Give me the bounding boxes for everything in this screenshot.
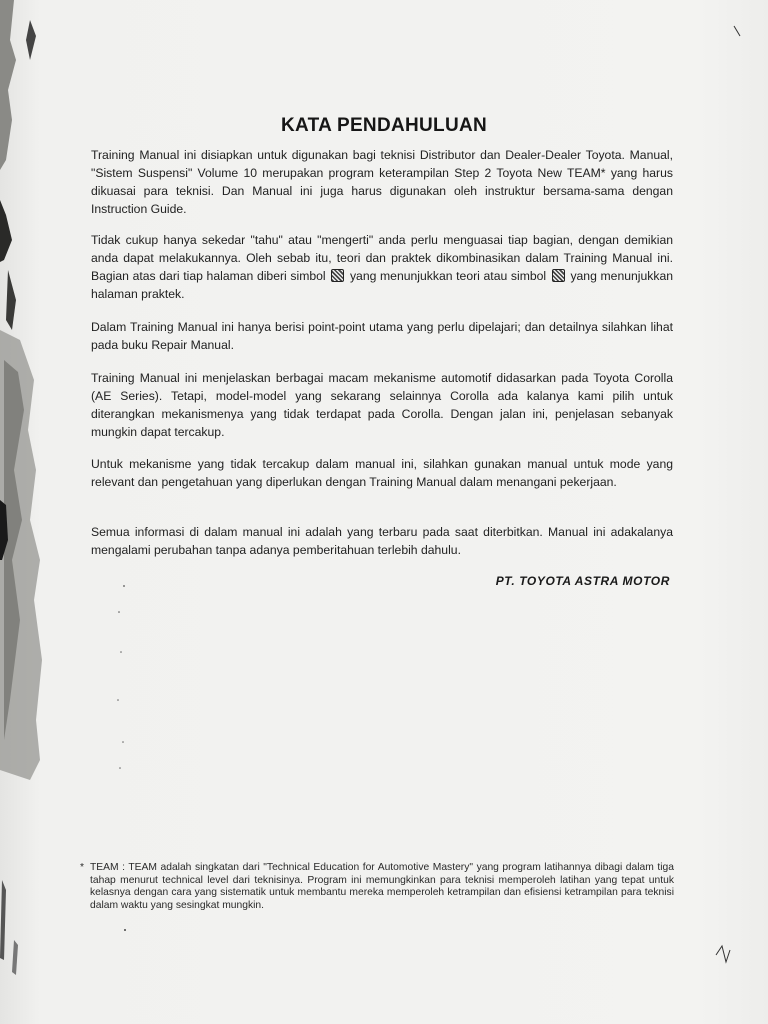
paragraph-5 [91, 455, 673, 491]
footnote [80, 862, 674, 912]
footnote-marker: * [80, 862, 85, 873]
paragraph-2-start: Tidak cukup hanya sekedar "tahu" atau "mengerti" anda perlu menguasai tiap bagian, dengan demikian anda dapat melakukannya. Oleh sebab itu, teori dan praktek dikombinasikan dalam Training Manual ini. Bagian atas dari tiap halaman diberi simbol [91, 233, 673, 283]
signature: PT. TOYOTA ASTRA MOTOR [495, 574, 670, 588]
practice-symbol-icon [552, 269, 565, 282]
paragraph-1 [91, 146, 673, 218]
paragraph-4 [91, 369, 673, 441]
paragraph-2-end: yang menunjukkan halaman praktek. [91, 269, 674, 301]
paragraph-2-mid: yang menunjukkan teori atau simbol [349, 269, 547, 283]
paragraph-3-text: Dalam Training Manual ini hanya berisi point-point utama yang perlu dipelajari; dan detailnya silahkan lihat pada buku Repair Manual. [91, 320, 673, 352]
paragraph-1-text: Training Manual ini disiapkan untuk digunakan bagi teknisi Distributor dan Dealer-Dealer Toyota. Manual, "Sistem Suspensi" Volume 10 merupakan program keterampilan Step 2 Toyota New TEAM* yang harus dikuasai para teknisi. Dan Manual ini juga harus digunakan oleh instruktur bersama-sama dengan Instruction Guide. [91, 148, 673, 216]
paragraph-6-text: Semua informasi di dalam manual ini adalah yang terbaru pada saat diterbitkan. Manual ini adakalanya mengalami perubahan tanpa adanya pemberitahuan terlebih dahulu. [91, 525, 673, 557]
paragraph-2 [91, 231, 673, 303]
paragraph-5-text: Untuk mekanisme yang tidak tercakup dalam manual ini, silahkan gunakan manual untuk mode yang relevant dan pengetahuan yang diperlukan dengan Training Manual dalam menangani pekerjaan. [91, 457, 673, 489]
theory-symbol-icon [331, 269, 344, 282]
paragraph-3 [91, 318, 673, 354]
page-title: KATA PENDAHULUAN [280, 114, 488, 136]
footnote-text: TEAM : TEAM adalah singkatan dari "Technical Education for Automotive Mastery" yang program latihannya dibagi dalam tiga tahap menurut technical level dari teknisinya. Program ini memungkinkan para teknisi memperoleh latihan yang tepat untuk kelasnya dengan cara yang sistematik untuk membantu mereka memperoleh ketrampilan dan efisiensi ketrampilan para teknisi dalam waktu yang sesingkat mungkin. [90, 862, 674, 911]
paragraph-4-text: Training Manual ini menjelaskan berbagai macam mekanisme automotif didasarkan pada Toyota Corolla (AE Series). Tetapi, model-model yang sekarang selainnya Corolla ada kalanya kami pilih untuk diterangkan mekanismenya yang tidak terdapat pada Corolla. Dengan jalan ini, penjelasan sebanyak mungkin dapat tercakup. [91, 371, 673, 439]
paragraph-6 [91, 523, 673, 559]
paragraph-2-text [91, 231, 673, 303]
binding-edge-artifact [0, 0, 48, 1024]
